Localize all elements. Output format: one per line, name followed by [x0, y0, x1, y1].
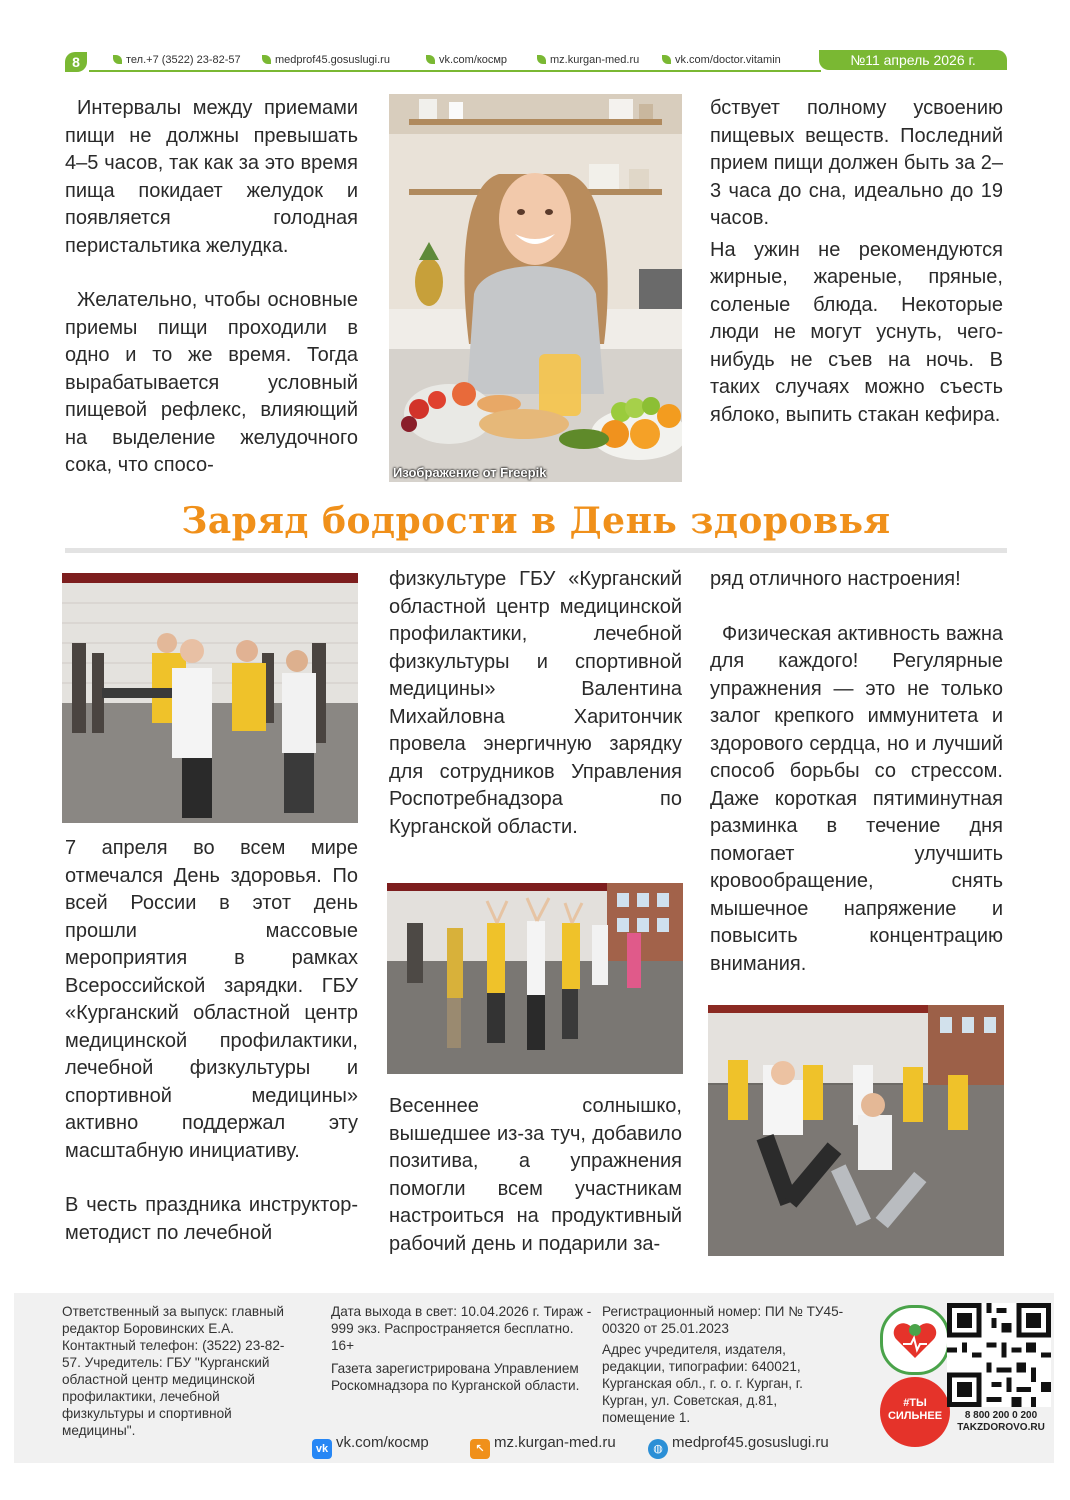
leaf-icon — [537, 55, 546, 64]
footer-link-medprof[interactable]: ◍ medprof45.gosuslugi.ru — [648, 1434, 829, 1459]
exercise-group-illustration — [62, 573, 358, 823]
vk-icon: vk — [312, 1439, 332, 1459]
qr-code-icon — [947, 1303, 1051, 1407]
hotline-phone: 8 800 200 0 200 — [964, 1410, 1038, 1421]
article-col2-top — [389, 566, 682, 841]
leaf-icon — [113, 55, 122, 64]
article-col2-bottom — [389, 1093, 682, 1258]
imprint-registration — [602, 1303, 847, 1426]
woman-with-food-photo — [389, 94, 682, 482]
woman-with-food-illustration — [389, 94, 682, 482]
footer-link-mz[interactable]: ↖ mz.kurgan-med.ru — [470, 1434, 616, 1459]
exercise-photo-3 — [708, 1005, 1004, 1256]
qr-code[interactable] — [947, 1303, 1051, 1407]
footer-link-vk[interactable]: vk vk.com/кocмp — [312, 1434, 429, 1459]
paragraph: Интервалы между приемами пищи не должны превышать 4–5 часов, так как за это время пища покидает желудок и появляется голодная перистальтика желудка. — [65, 97, 358, 257]
header-link-medprof[interactable]: medprof45.gosuslugi.ru — [262, 54, 390, 66]
imprint-responsible: Ответственный за выпуск: главный редактор Боровинских Е.А. Контактный телефон: (3522) 23-82-57. Учредитель: ГБУ "Курганский областной центр медицинской профилактики, лечебной физкультуры и спортивной медицины". — [62, 1304, 285, 1438]
registration-authority: Газета зарегистрирована Управлением Роскомнадзора по Курганской области. — [331, 1361, 580, 1393]
top-article-col1 — [65, 95, 358, 480]
globe-icon: ◍ — [648, 1439, 668, 1459]
page-number: 8 — [65, 52, 87, 72]
paragraph: бствует полному усвоению пищевых веществ. Последний прием пищи должен быть за 2–3 часа до сна, идеально до 19 часов. — [710, 97, 1003, 229]
paragraph: Весеннее солнышко, вышедшее из-за туч, добавило позитива, а упражнения помогли всем участникам настроиться на продуктивный рабочий день и подарили за- — [389, 1095, 682, 1255]
leaf-icon — [262, 55, 271, 64]
paragraph: Желательно, чтобы основные приемы пищи проходили в одно и то же время. Тогда вырабатывается условный пищевой рефлекс, влияющий на выделение желудочного сока, что спосо- — [65, 289, 358, 476]
paragraph: физкультуре ГБУ «Курганский областной центр медицинской профилактики, лечебной физкультуры и спортивной медицины» Валентина Михайловна Харитончик провела энергичную зарядку для сотрудников Управления Роспотребнадзора по Курганской области. — [389, 568, 682, 838]
header-link-vk[interactable]: vk.com/кocмp — [426, 54, 507, 66]
registration-number: Регистрационный номер: ПИ № ТУ45-00320 от 25.01.2023 — [602, 1304, 844, 1336]
health-center-logo — [880, 1305, 950, 1375]
exercise-courtyard-illustration — [387, 883, 683, 1074]
article-title: Заряд бодрости в День здоровья — [181, 500, 891, 542]
paragraph: ряд отличного настроения! — [710, 568, 961, 590]
paragraph: На ужин не рекомендуются жирные, жареные, пряные, соленые блюда. Некоторые люди не могут уснуть, чего-нибудь не съев на ночь. В таких случаях можно съесть яблоко, выпить стакан кефира. — [710, 238, 1003, 426]
release-info: Дата выхода в свет: 10.04.2026 г. Тираж - 999 экз. Распространяется бесплатно. 16+ — [331, 1304, 592, 1353]
article-col1 — [65, 835, 358, 1247]
cursor-icon: ↖ — [470, 1439, 490, 1459]
exercise-photo-2 — [387, 883, 683, 1074]
publisher-address: Адрес учредителя, издателя, редакции, типографии: 640021, Курганская обл., г. о. г. Курган, г. Курган, ул. Советская, д.81, помещение 1. — [602, 1342, 803, 1425]
header-phone: тел.+7 (3522) 23-82-57 — [113, 54, 241, 66]
header-link-doctor-vitamin[interactable]: vk.com/doctor.vitamin — [662, 54, 781, 66]
hotline-site: TAKZDOROVO.RU — [957, 1422, 1045, 1433]
leaf-icon — [662, 55, 671, 64]
page-header — [65, 50, 1007, 72]
leaf-icon — [426, 55, 435, 64]
paragraph: 7 апреля во всем мире отмечался День здоровья. По всей России в этот день прошли массовые мероприятия в рамках Всероссийской зарядки. ГБУ «Курганский областной центр медицинской профилактики, лечебной физкультуры и спортивной медицины» активно поддержал эту масштабную инициативу. — [65, 837, 358, 1162]
title-underline — [65, 548, 1007, 553]
header-rule — [89, 70, 821, 72]
hotline — [949, 1410, 1053, 1434]
exercise-lunge-illustration — [708, 1005, 1004, 1256]
heart-logo-icon — [883, 1308, 947, 1372]
article-col3 — [710, 566, 1003, 978]
exercise-photo-1 — [62, 573, 358, 823]
header-link-mz[interactable]: mz.kurgan-med.ru — [537, 54, 639, 66]
issue-badge: №11 апрель 2026 г. — [819, 50, 1007, 70]
paragraph: Физическая активность важна для каждого! Регулярные упражнения — это не только залог крепкого иммунитета и здорового сердца, но и лучший способ борьбы со стрессом. Даже короткая пятиминутная разминка в течение дня помогает улучшить кровообращение, снять мышечное напряжение и повысить концентрацию внимания. — [710, 622, 1003, 975]
campaign-badge: #ТЫ СИЛЬНЕЕ — [880, 1377, 950, 1447]
imprint-footer — [14, 1293, 1054, 1463]
photo-credit: Изображение от Freepik — [393, 465, 547, 480]
imprint-release-info — [331, 1303, 595, 1394]
paragraph: В честь праздника инструктор-методист по лечебной — [65, 1194, 358, 1244]
top-article-col3 — [710, 95, 1003, 429]
